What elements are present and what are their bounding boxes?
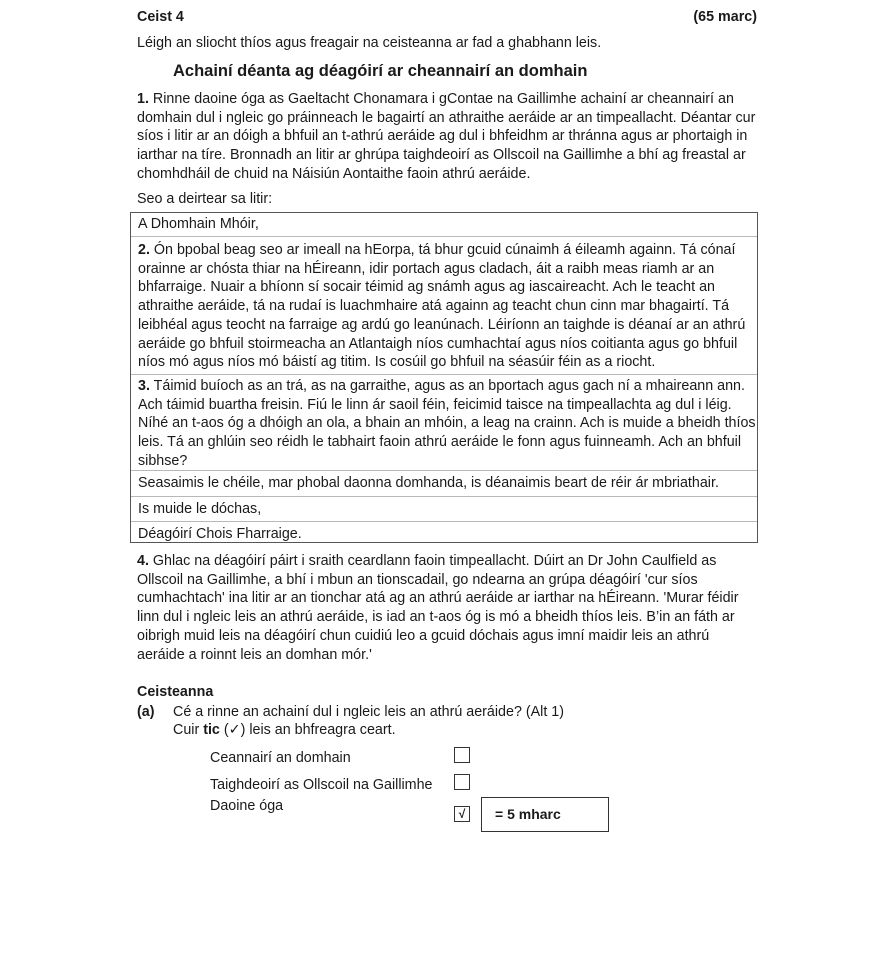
divider — [131, 470, 757, 471]
score-box — [481, 797, 609, 832]
question-number: Ceist 4 — [137, 9, 184, 25]
instruction-text: Léigh an sliocht thíos agus freagair na ceisteanna ar fad a ghabhann leis. — [137, 35, 602, 51]
option-checkbox[interactable] — [454, 774, 470, 790]
letter-box — [130, 212, 758, 543]
divider — [131, 236, 757, 237]
paragraph-number: 1. — [137, 91, 149, 107]
paragraph-text: Rinne daoine óga as Gaeltacht Chonamara i gContae na Gaillimhe achainí ar cheannairí an domhain dul i ngleic go práinneach le bagairtí an athraithe aeráide ar an timpeallacht. Déantar cur síos i litir ar an dóigh a bhfuil an t-athrú aeráide ag dul i bhfeidhm ar thránna agus ar phortaigh in iarthar na tíre. Bronnadh an litir ar ghrúpa taighdeoirí as Ollscoil na Gaillimhe a bhí ag freastal ar chomhdháil de chuid na Náisiún Aontaithe faoin athrú aeráide. — [137, 91, 756, 182]
paragraph-text: Ghlac na déagóirí páirt i sraith ceardlann faoin timpeallacht. Dúirt an Dr John Caulfield as Ollscoil na Gaillimhe, a bhí i mbun an tionscadail, go ndearna an grúpa déagóirí 'cur síos cumhachtach' ina litir ar an tionchar atá ag an athrú aeráide ar iarthar na hÉireann. 'Murar féidir linn dul i ngleic leis an athrú aeráide, is iad an t-aos óg is mó a bheidh thíos leis. B’in an fáth ar oibrigh muid leis na déagóirí chun cuidiú leo a gcuid dóchais agus imní maidir leis an athrú aeráide a roinnt leis an domhan mór.' — [137, 553, 739, 663]
divider — [131, 496, 757, 497]
paragraph-number: 4. — [137, 553, 149, 569]
letter-closing-line: Seasaimis le chéile, mar phobal daonna domhanda, is déanaimis beart de réir ár mbriathair. — [138, 475, 719, 491]
paragraph-3 — [138, 377, 758, 471]
paragraph-number: 2. — [138, 242, 150, 258]
instruction-bold: tic — [203, 722, 220, 738]
paragraph-2 — [138, 241, 758, 372]
option-label: Ceannairí an domhain — [210, 750, 351, 766]
score-text: = 5 mharc — [495, 806, 561, 822]
question-a-label: (a) — [137, 704, 155, 720]
question-marks: (65 marc) — [693, 9, 757, 25]
letter-salutation: A Dhomhain Mhóir, — [138, 216, 259, 232]
paragraph-number: 3. — [138, 378, 150, 394]
instruction-part: (✓) leis an bhfreagra ceart. — [219, 722, 396, 738]
option-checkbox-checked[interactable]: √ — [454, 806, 470, 822]
passage-title: Achainí déanta ag déagóirí ar cheannairí an domhain — [173, 62, 588, 80]
letter-intro: Seo a deirtear sa litir: — [137, 191, 273, 207]
question-a-text: Cé a rinne an achainí dul i ngleic leis an athrú aeráide? (Alt 1) — [173, 704, 565, 720]
option-label: Daoine óga — [210, 798, 284, 814]
paragraph-text: Táimid buíoch as an trá, as na garraithe, agus as an bportach agus gach ní a mhaireann ann. Ach táimid buartha freisin. Fiú le linn ár saoil féin, feicimid taisce na timpeallachta ag dul i léig. Níhé an t-aos óg a dhóigh an ola, a bhain an mhóin, a leag na crainn. Ach is muide a bheidh thíos leis. Tá an ghlúin seo réidh le tabhairt faoin athrú aeráide le fonn agus fuinneamh. Ach an bhfuil sibhse? — [138, 378, 756, 469]
divider — [131, 521, 757, 522]
letter-sign-off: Is muide le dóchas, — [138, 501, 262, 517]
paragraph-4 — [137, 552, 757, 664]
paragraph-1 — [137, 90, 757, 184]
option-checkbox[interactable] — [454, 747, 470, 763]
instruction-part: Cuir — [173, 722, 204, 738]
question-a-instruction — [173, 722, 396, 738]
option-label: Taighdeoirí as Ollscoil na Gaillimhe — [210, 777, 433, 793]
paragraph-text: Ón bpobal beag seo ar imeall na hEorpa, tá bhur gcuid cúnaimh á éileamh againn. Tá cónaí orainne ar chósta thiar na hÉireann, idir portach agus cladach, áit a raibh meas riamh ar an bhfarraige. Nuair a bhíonn sí socair téimid ag snámh agus ag iascaireacht. Ach le teacht an athraithe aeráide, tá na rudaí is luachmhaire atá againn ag teacht chun cinn mar bhagairtí. Tá leibhéal agus teocht na farraige ag ardú go leanúnach. Léiríonn an taighde is déanaí ar an athrú aeráide go bhfuil stoirmeacha an Atlantaigh níos cumhachtaí agus níos coitianta agus go bhfuil níos mó agus níos mó báistí ag titim. Is cosúil go bhfuil na séasúir féin as a riocht. — [138, 242, 746, 371]
questions-heading: Ceisteanna — [137, 684, 214, 700]
letter-signature: Déagóirí Chois Fharraige. — [138, 526, 302, 542]
divider — [131, 374, 757, 375]
